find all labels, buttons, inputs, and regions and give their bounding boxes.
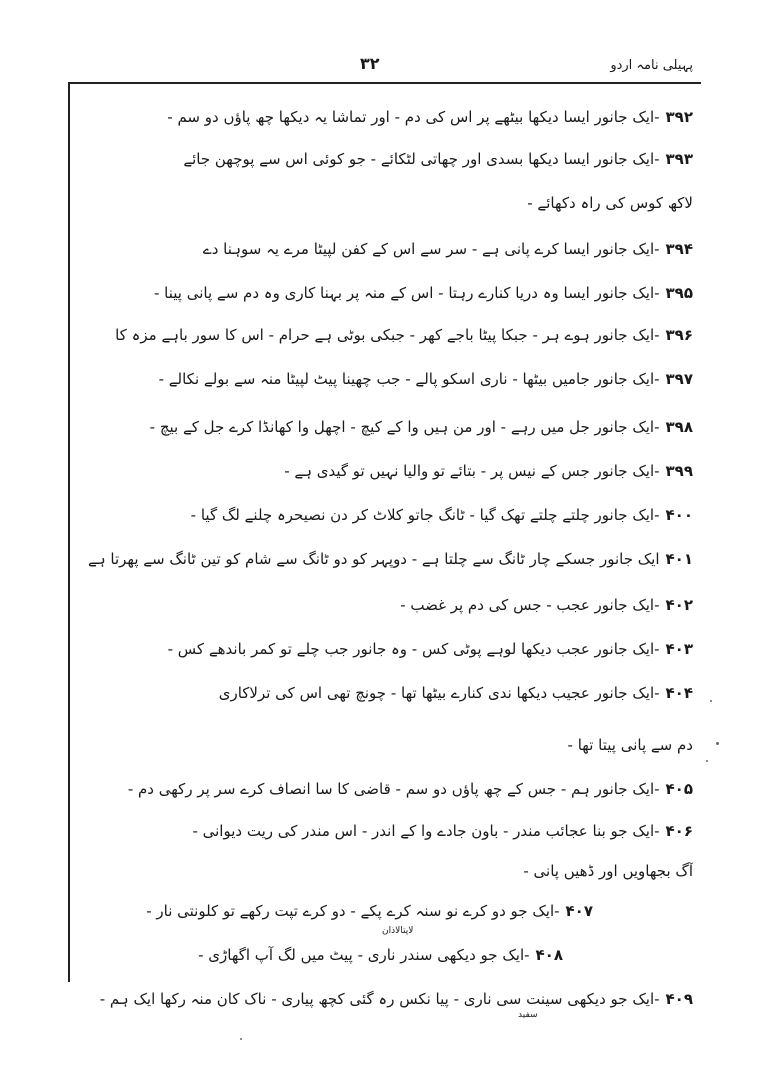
running-header: پہیلی نامہ اردو bbox=[610, 58, 693, 73]
entry-line bbox=[65, 986, 693, 1012]
entry-continuation: لاکھ کوس کی راہ دکھائے - bbox=[527, 194, 693, 212]
entry-number: ۴۰۴ bbox=[665, 684, 693, 702]
entry-number: ۴۰۹ bbox=[665, 990, 693, 1008]
entry-line bbox=[65, 592, 693, 618]
entry-text: -ایک جو دیکھی سینت سی ناری - پیا نکس رہ گئی کچھ پیاری - ناک کان منہ رکھا ایک ہم - bbox=[99, 990, 660, 1008]
entry-line bbox=[65, 236, 693, 262]
marginal-note: لاپتالاذان bbox=[382, 926, 414, 936]
entry-number: ۳۹۶ bbox=[665, 326, 693, 344]
entry-text: -ایک جانور عجب - جس کی دم پر غضب - bbox=[400, 596, 660, 614]
entry-text: -ایک جانور ایسا دیکھا بیٹھے پر اس کی دم - اور تماشا یہ دیکھا چھ پاؤں دو سم - bbox=[167, 108, 660, 126]
scan-speck bbox=[706, 760, 708, 762]
entry-line bbox=[65, 776, 693, 802]
entry-text: -ایک جانور جل میں رہے - اور من ہیں وا کے کیچ - اچھل وا کھانڈا کرے جل کے بیچ - bbox=[149, 418, 660, 436]
entry-line bbox=[63, 898, 593, 924]
entry-line bbox=[65, 732, 693, 758]
entry-number: ۳۹۷ bbox=[665, 370, 693, 388]
entry-text: -ایک جانور چلتے چلتے تھک گیا - ٹانگ جاتو کلاٹ کر دن نصیحرہ چلنے لگ گیا - bbox=[190, 506, 660, 524]
margin-line bbox=[68, 82, 70, 982]
entry-number: ۴۰۲ bbox=[665, 596, 693, 614]
page-number: ۳۲ bbox=[360, 54, 380, 73]
entry-line bbox=[65, 146, 693, 172]
entry-line bbox=[65, 636, 693, 662]
scan-speck bbox=[716, 742, 719, 745]
entry-text: -ایک جو دیکھی سندر ناری - پیٹ میں لگ آپ اگھاڑی - bbox=[198, 946, 530, 964]
entry-line bbox=[65, 366, 693, 392]
entry-line bbox=[65, 414, 693, 440]
entry-text: -ایک جانور ہوے ہر - جبکا پیٹا باجے کھر - جبکی بوٹی ہے حرام - اس کا سور باہے مزہ کا bbox=[115, 326, 660, 344]
entry-text: ایک جانور جسکے چار ٹانگ سے چلتا ہے - دوپہر کو دو ٹانگ سے شام کو تین ٹانگ سے پھرتا ہے bbox=[88, 550, 660, 568]
entry-line bbox=[65, 458, 693, 484]
entry-line bbox=[65, 280, 693, 306]
entry-number: ۳۹۸ bbox=[665, 418, 693, 436]
entry-text: -ایک جانور عجب دیکھا لوہے پوٹی کس - وہ جانور جب چلے تو کمر باندھے کس - bbox=[167, 640, 660, 658]
entry-number: ۴۰۷ bbox=[565, 902, 593, 920]
entry-number: ۴۰۰ bbox=[665, 506, 693, 524]
entry-number: ۴۰۵ bbox=[665, 780, 693, 798]
header-rule bbox=[68, 82, 701, 84]
entry-number: ۴۰۶ bbox=[665, 822, 693, 840]
entry-number: ۴۰۱ bbox=[665, 550, 693, 568]
entry-number: ۳۹۴ bbox=[665, 240, 693, 258]
entry-continuation: دم سے پانی پیتا تھا - bbox=[567, 736, 693, 754]
entry-line bbox=[65, 502, 693, 528]
entry-number: ۳۹۵ bbox=[665, 284, 693, 302]
entry-continuation: آگ بجھاویں اور ڈھیں پانی - bbox=[523, 862, 693, 880]
entry-line bbox=[65, 858, 693, 884]
entry-line bbox=[65, 190, 693, 216]
entry-number: ۳۹۳ bbox=[665, 150, 693, 168]
entry-text: -ایک جانور ایسا وہ دریا کنارے رہتا - اس کے منہ پر بہنا کاری وہ دم سے پانی پینا - bbox=[153, 284, 660, 302]
entry-number: ۴۰۸ bbox=[535, 946, 563, 964]
entry-text: -ایک جانور ایسا دیکھا بسدی اور چھاتی لٹکائے - جو کوئی اس سے پوچھن جائے bbox=[183, 150, 660, 168]
entry-text: -ایک جانور جس کے نیس پر - بتائے تو والیا نہیں تو گیدی ہے - bbox=[284, 462, 660, 480]
entry-text: -ایک جو دو کرے نو سنہ کرے پکے - دو کرے تپت رکھے تو کلونتی نار - bbox=[146, 902, 560, 920]
entry-number: ۳۹۹ bbox=[665, 462, 693, 480]
entry-line bbox=[65, 322, 693, 348]
scan-speck bbox=[710, 700, 712, 702]
entry-line bbox=[65, 104, 693, 130]
entry-text: -ایک جانور جامیں بیٹھا - ناری اسکو پالے - جب چھینا پیٹ لپیٹا منہ سے بولے نکالے - bbox=[158, 370, 660, 388]
entry-number: ۳۹۲ bbox=[665, 108, 693, 126]
entry-line bbox=[65, 546, 693, 572]
entry-line bbox=[65, 818, 693, 844]
marginal-note: سفید bbox=[518, 1010, 538, 1020]
entry-text: -ایک جو بنا عجائب مندر - باون جادے وا کے اندر - اس مندر کی ریت دیوانی - bbox=[192, 822, 660, 840]
entry-line bbox=[63, 942, 563, 968]
entry-number: ۴۰۳ bbox=[665, 640, 693, 658]
entry-text: -ایک جانور عجیب دیکھا ندی کنارے بیٹھا تھا - چونچ تھی اس کی ترلاکاری bbox=[218, 684, 660, 702]
entry-line bbox=[65, 680, 693, 706]
entry-text: -ایک جانور ہم - جس کے چھ پاؤں دو سم - قاضی کا سا انصاف کرے سر پر رکھی دم - bbox=[127, 780, 660, 798]
entry-text: -ایک جانور ایسا کرے پانی ہے - سر سے اس کے کفن لپیٹا مرے یہ سوہنا دے bbox=[202, 240, 660, 258]
scan-speck bbox=[240, 1038, 242, 1040]
